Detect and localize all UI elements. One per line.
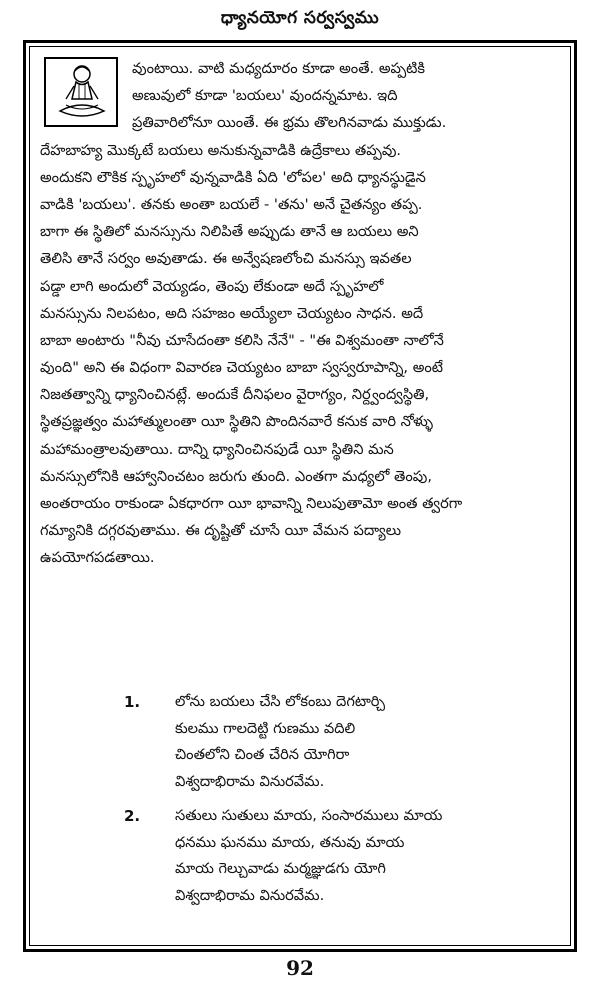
paragraph-line: బాగా ఈ స్థితిలో మనస్సును నిలిపితే అప్పుడు తానే ఆ బయలు అని xyxy=(40,223,419,241)
paragraph-line: స్థితప్రజ్ఞత్వం మహాత్ములంతా యీ స్థితిని పొందినవారే కనుక వారి నోళ్ళు xyxy=(40,413,433,431)
verse-line: ధనము ఘనము మాయ, తనువు మాయ xyxy=(175,833,405,851)
paragraph-line: నిజతత్వాన్ని ధ్యానించినట్లే. అందుకే దీనిఫలం వైరాగ్యం, నిర్ద్వంద్వస్థితి, xyxy=(40,386,430,404)
verse-line: కులము గాలదెట్టి గుణము వదిలి xyxy=(175,719,356,737)
body-paragraph xyxy=(40,55,560,572)
page-number: 92 xyxy=(286,956,314,980)
verse-line: విశ్వదాభిరామ వినురవేమ. xyxy=(175,886,325,904)
stanza-number: 2. xyxy=(124,807,141,825)
poem-stanza-1 xyxy=(40,689,560,795)
poem-stanza-2 xyxy=(40,803,560,909)
paragraph-line: బాబా అంటారు "నీవు చూసేదంతా కలిసి నేనే" - "ఈ విశ్వమంతా నాలోనే xyxy=(40,331,444,349)
paragraph-line: అందుకని లౌకిక స్పృహలో వున్నవాడికి ఏది 'లోపల' అది ధ్యానస్థుడైన xyxy=(40,168,426,186)
paragraph-line: మనస్సును నిలపటం, అది సహజం అయ్యేలా చెయ్యటం సాధన. అదే xyxy=(40,304,424,322)
verse-line: సతులు సుతులు మాయ, సంసారములు మాయ xyxy=(175,807,443,824)
page-frame xyxy=(23,40,577,952)
verse-line: చింతలోని చింత చేరిన యోగిరా xyxy=(175,746,350,763)
paragraph-line: పడ్డా లాగి అందులో వెయ్యడం, తెంపు లేకుండా అదే స్పృహలో xyxy=(40,277,384,295)
verse-line: విశ్వదాభిరామ వినురవేమ. xyxy=(175,772,325,790)
paragraph-line: మనస్సులోనికి ఆహ్వానించటం జరుగు తుంది. ఎంతగా మధ్యలో తెంపు, xyxy=(40,467,432,485)
paragraph-line: గమ్యానికి దగ్గరవుతాము. ఈ దృష్టితో చూసే యీ వేమన పద్యాలు xyxy=(40,522,402,540)
verse-line: లోను బయలు చేసి లోకంబు దెగటార్చి xyxy=(175,693,386,710)
verse-line: మాయ గెల్చువాడు మర్మజ్ఞుడగు యోగి xyxy=(175,860,386,877)
paragraph-line: అంతరాయం రాకుండా ఏకధారగా యీ భావాన్ని నిలుపుతామో అంత త్వరగా xyxy=(40,495,463,512)
stanza-number: 1. xyxy=(124,693,141,711)
paragraph-line: వాడికి 'బయలు'. తనకు అంతా బయలే - 'తను' అనే చైతన్యం తప్ప. xyxy=(40,195,423,213)
paragraph-line: ప్రతివారిలోనూ యింతే. ఈ భ్రమ తొలగినవాడు ముక్తుడు. xyxy=(132,114,447,132)
paragraph-line: తెలిసి తానే సర్వం అవుతాడు. ఈ అన్వేషణలోంచి మనస్సు ఇవతల xyxy=(40,250,412,268)
paragraph-line: ఉపయోగపడతాయి. xyxy=(40,549,155,567)
paragraph-line: వుంటాయి. వాటి మధ్యదూరం కూడా అంతే. అప్పటికి xyxy=(132,60,426,77)
running-head: ధ్యానయోగ సర్వస్వము xyxy=(220,8,380,28)
poem-list xyxy=(40,689,560,917)
meditating-figure-icon xyxy=(44,57,118,127)
paragraph-line: వుంది" అని ఈ విధంగా వివారణ చెయ్యటం బాబా స్వస్వరూపాన్ని, అంటే xyxy=(40,359,444,377)
paragraph-line: మహామంత్రాలవుతాయి. దాన్ని ధ్యానించినపుడే యీ స్థితిని మన xyxy=(40,440,394,458)
paragraph-line: అణువులో కూడా 'బయలు' వుందన్నమాట. ఇది xyxy=(132,87,398,105)
paragraph-line: దేహబాహ్య మొక్కటే బయలు అనుకున్నవాడికి ఉద్రేకాలు తప్పవు. xyxy=(40,141,402,159)
